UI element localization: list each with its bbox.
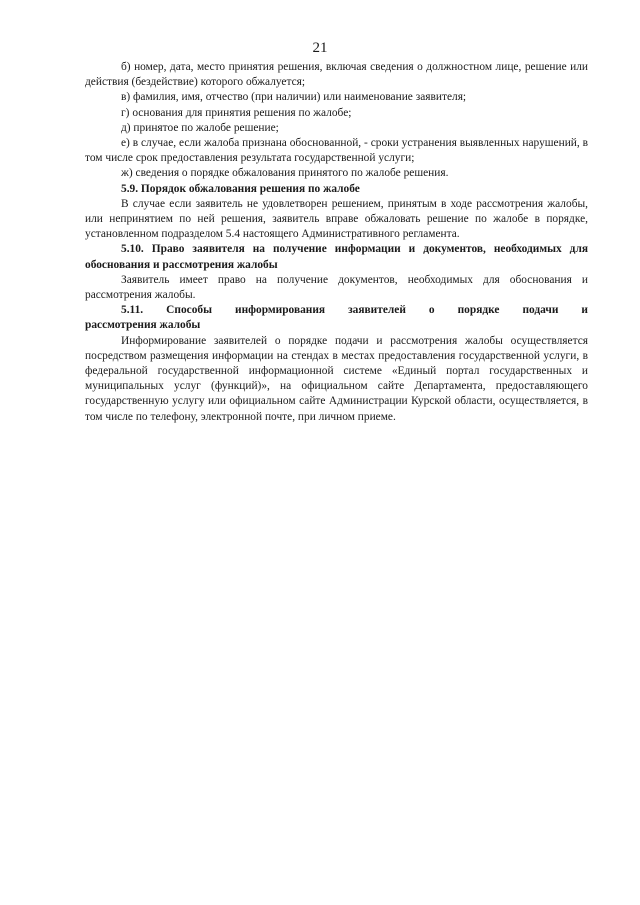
list-item-d: д) принятое по жалобе решение;: [121, 121, 279, 134]
list-item-e: е) в случае, если жалоба признана обоснованной, - сроки устранения выявленных нарушений, в том числе срок предоставления результата государственной услуги;: [85, 137, 588, 165]
document-body: [85, 60, 588, 425]
list-item-g: г) основания для принятия решения по жалобе;: [121, 106, 352, 119]
section-heading-5-11: 5.11. Способы информирования заявителей о порядке подачи и: [121, 304, 588, 317]
list-item-b: б) номер, дата, место принятия решения, включая сведения о должностном лице, решение или действия (бездействие) которого обжалуется;: [85, 61, 588, 89]
list-item-zh: ж) сведения о порядке обжалования принятого по жалобе решения.: [121, 167, 449, 180]
section-heading-5-10: 5.10. Право заявителя на получение информации и документов, необходимых для обоснования и рассмотрения жалобы: [85, 243, 588, 271]
section-text-5-9: В случае если заявитель не удовлетворен решением, принятым в ходе рассмотрения жалобы, или непринятием по ней решения, заявитель вправе обжаловать решение по жалобе в порядке, установленном подразделом 5.4 настоящего Административного регламента.: [85, 197, 588, 241]
section-text-5-11: Информирование заявителей о порядке подачи и рассмотрения жалобы осуществляется посредством размещения информации на стендах в местах предоставления государственной услуги, в федеральной государственной информационной системе «Единый портал государственных и муниципальных услуг (функций)», на официальном сайте Департамента, предоставляющего государственную услугу или официальном сайте Администрации Курской области, осуществляется, в том числе по телефону, электронной почте, при личном приеме.: [85, 334, 588, 423]
list-item-v: в) фамилия, имя, отчество (при наличии) или наименование заявителя;: [121, 91, 467, 104]
section-heading-5-11-continued: рассмотрения жалобы: [85, 319, 201, 332]
section-heading-5-9: 5.9. Порядок обжалования решения по жалобе: [121, 182, 360, 195]
section-text-5-10: Заявитель имеет право на получение документов, необходимых для обоснования и рассмотрения жалобы.: [85, 273, 588, 302]
page-number: 21: [312, 40, 328, 56]
